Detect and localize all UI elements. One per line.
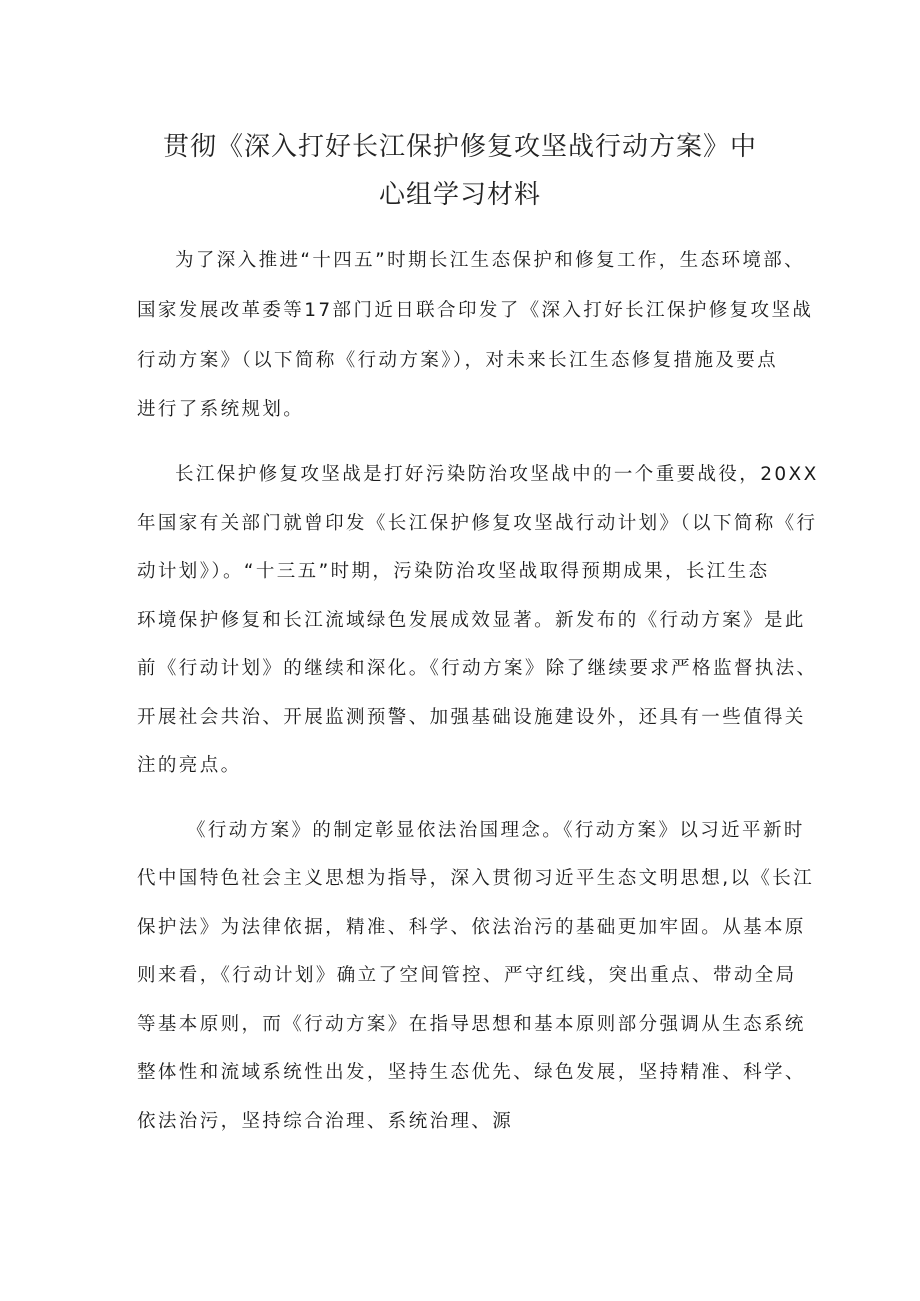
paragraph-2-line-1: 长江保护修复攻坚战是打好污染防治攻坚战中的一个重要战役，20XX <box>175 464 819 485</box>
paragraph-3-line-7: 依法治污，坚持综合治理、系统治理、源 <box>137 1111 514 1132</box>
paragraph-2-line-5: 前《行动计划》的继续和深化。《行动方案》除了继续要求严格监督执法、 <box>137 658 818 679</box>
paragraph-2-line-4: 环境保护修复和长江流域绿色发展成效显著。新发布的《行动方案》是此 <box>137 610 806 631</box>
document-title-line-2: 心组学习材料 <box>378 180 541 210</box>
paragraph-2-line-2: 年国家有关部门就曾印发《长江保护修复攻坚战行动计划》（以下简称《行 <box>137 513 818 534</box>
paragraph-1-line-3: 行动方案》（以下简称《行动方案》），对未来长江生态修复措施及要点 <box>137 350 779 371</box>
paragraph-1-line-2: 国家发展改革委等17部门近日联合印发了《深入打好长江保护修复攻坚战 <box>137 300 814 321</box>
paragraph-3-line-2: 代中国特色社会主义思想为指导，深入贯彻习近平生态文明思想,以《长江 <box>137 868 815 889</box>
document-title-line-1: 贯彻《深入打好长江保护修复攻坚战行动方案》中 <box>162 132 757 162</box>
paragraph-1-line-4: 进行了系统规划。 <box>137 399 305 420</box>
paragraph-2-line-7: 注的亮点。 <box>137 755 242 776</box>
paragraph-2-line-3: 动计划》）。“十三五”时期，污染防治攻坚战取得预期成果，长江生态 <box>137 561 770 582</box>
paragraph-3-line-1: 《行动方案》的制定彰显依法治国理念。《行动方案》以习近平新时 <box>187 820 805 841</box>
paragraph-3-line-5: 等基本原则，而《行动方案》在指导思想和基本原则部分强调从生态系统 <box>137 1014 806 1035</box>
paragraph-1-line-1: 为了深入推进“十四五”时期长江生态保护和修复工作，生态环境部、 <box>175 250 806 271</box>
paragraph-3-line-4: 则来看，《行动计划》确立了空间管控、严守红线，突出重点、带动全局 <box>137 965 797 986</box>
paragraph-3-line-3: 保护法》为法律依据，精准、科学、依法治污的基础更加牢固。从基本原 <box>137 917 806 938</box>
paragraph-3-line-6: 整体性和流域系统性出发，坚持生态优先、绿色发展，坚持精准、科学、 <box>137 1062 806 1083</box>
paragraph-2-line-6: 开展社会共治、开展监测预警、加强基础设施建设外，还具有一些值得关 <box>137 707 806 728</box>
